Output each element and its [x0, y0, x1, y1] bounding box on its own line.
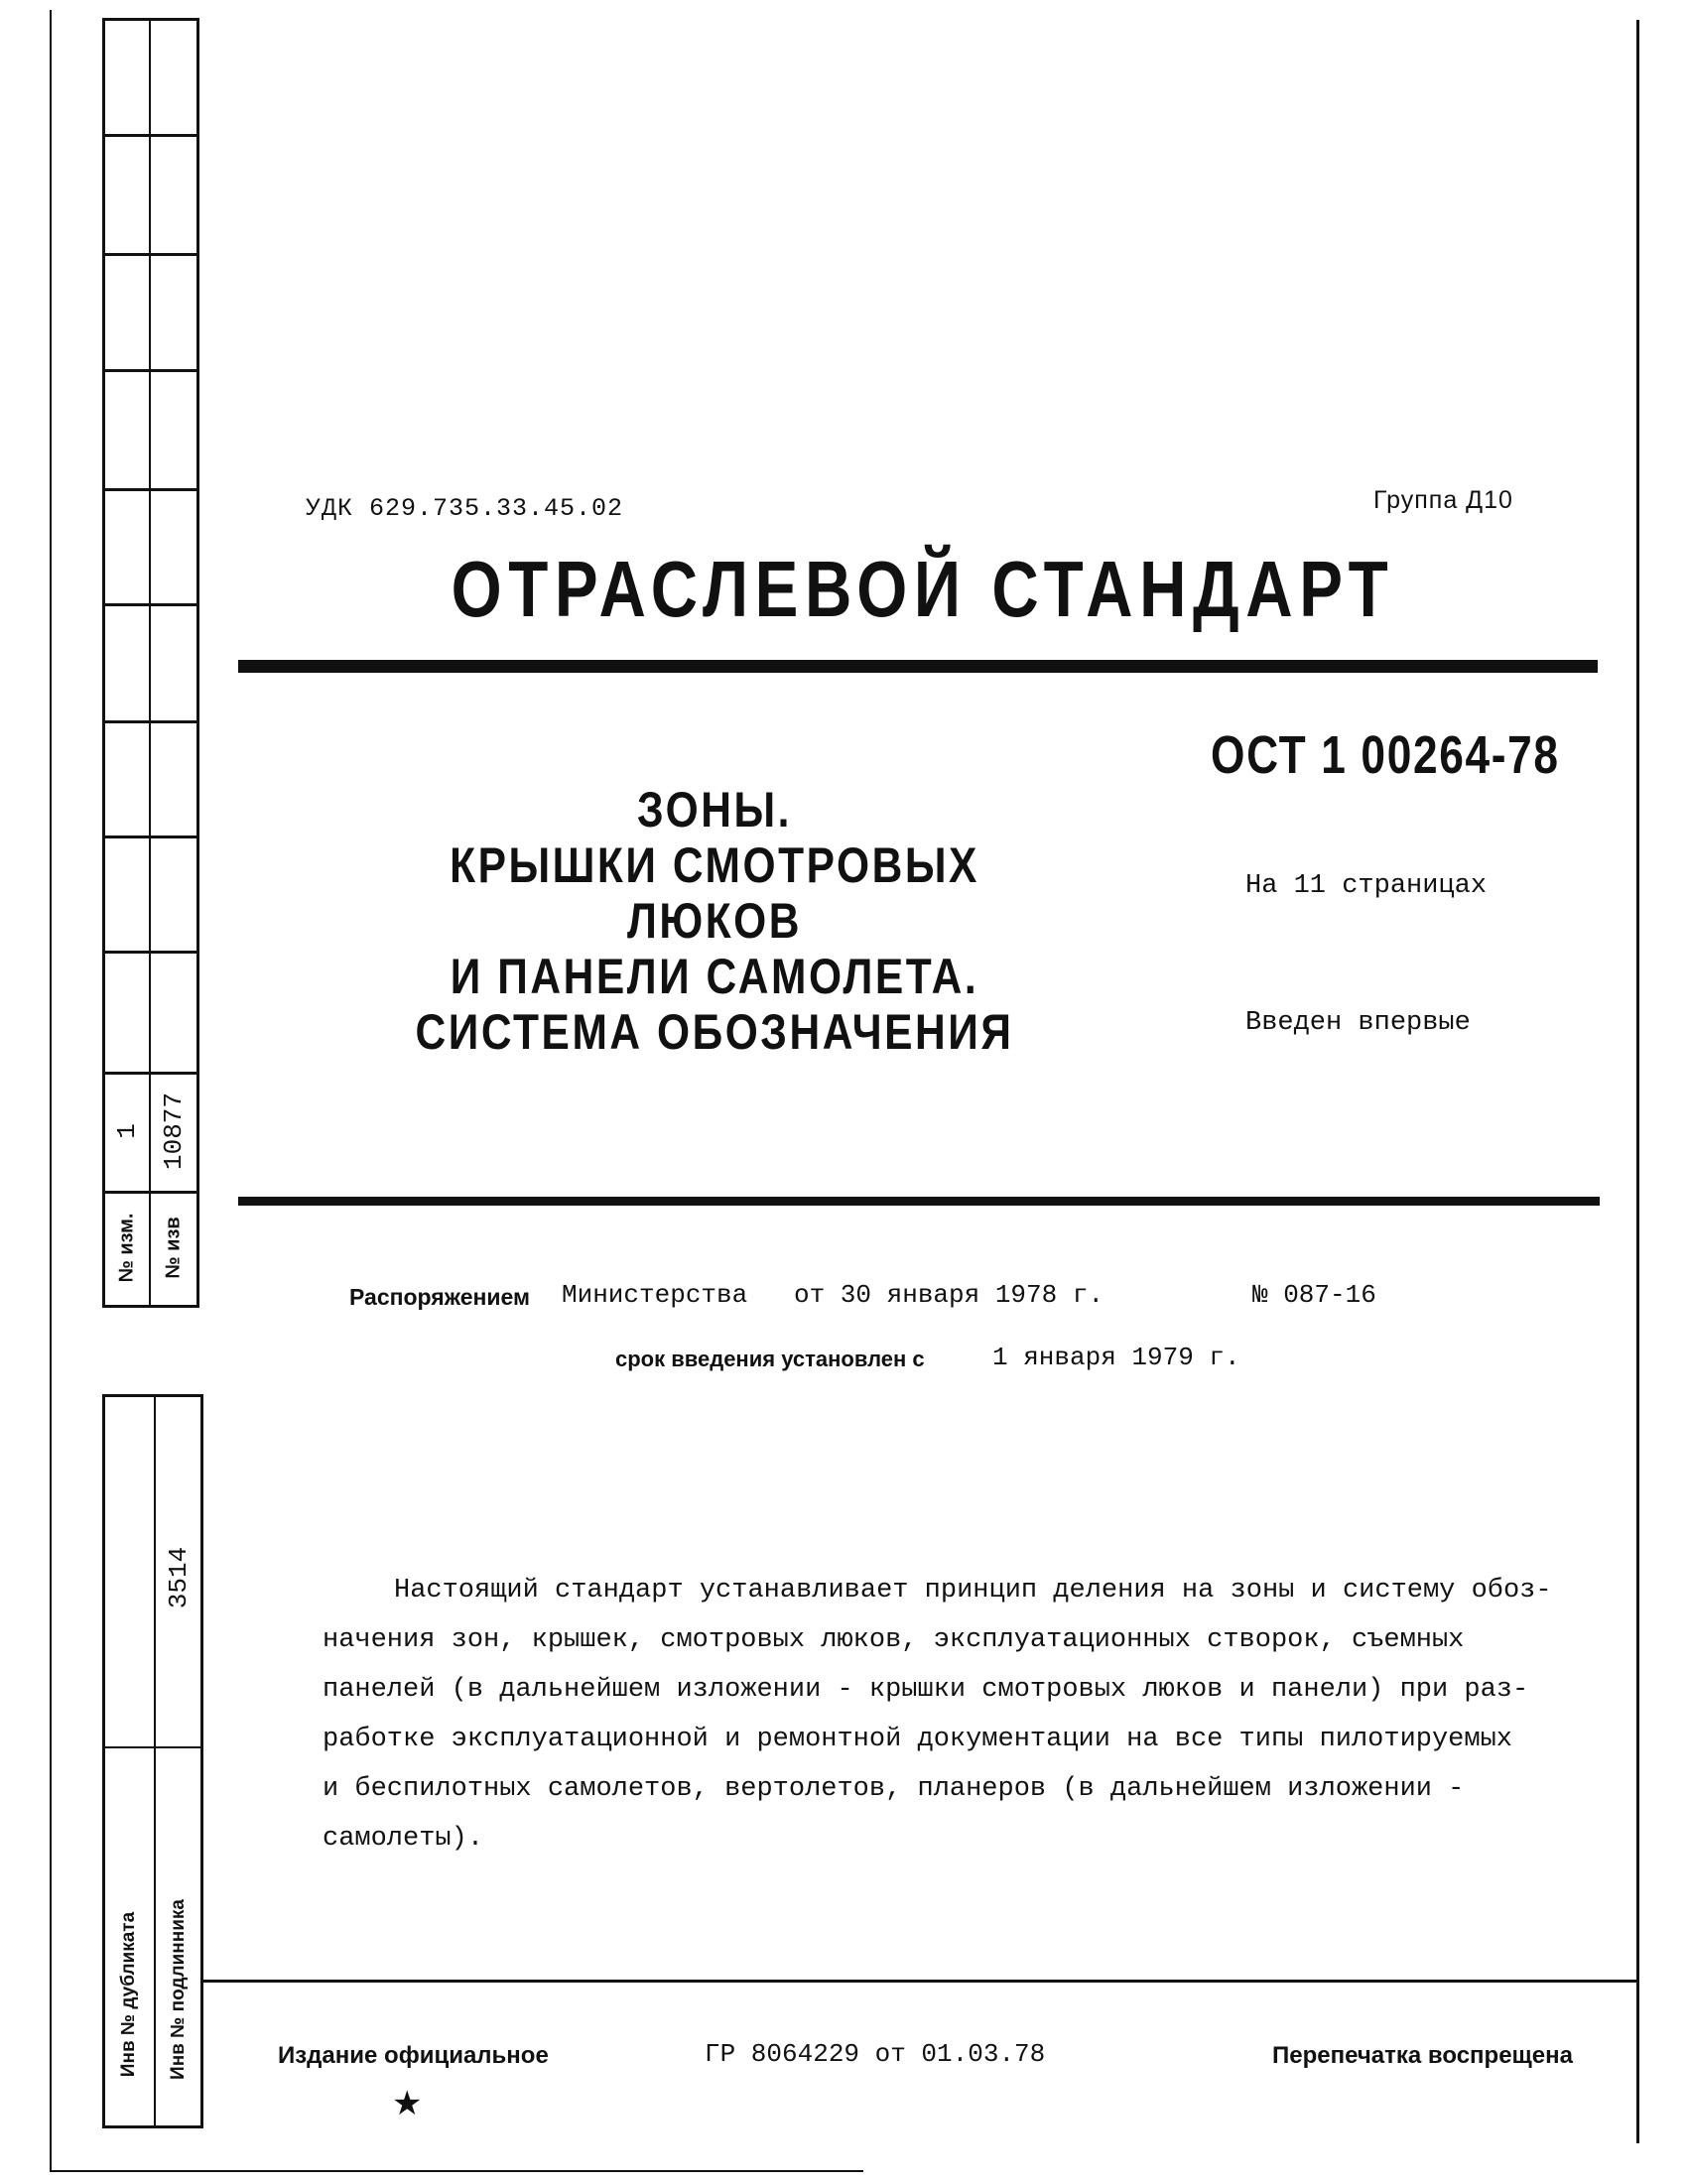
order-issuer: Министерства	[562, 1280, 748, 1310]
orig-inv-label-cell	[156, 1856, 201, 2123]
order-date: от 30 января 1978 г.	[794, 1280, 1104, 1310]
title-rule-top	[238, 660, 1598, 673]
margin-lower-row-line	[102, 1746, 203, 1748]
change-no-label: № изм.	[115, 1213, 138, 1283]
subject-line: КРЫШКИ СМОТРОВЫХ ЛЮКОВ	[450, 837, 979, 949]
margin-row-line	[102, 253, 199, 256]
edition-note: Издание официальное	[278, 2042, 549, 2069]
star-icon: ★	[392, 2085, 423, 2122]
frame-left-outer-line	[50, 10, 52, 2171]
paragraph-line: работке эксплуатационной и ремонтной документации на все типы пилотируемых	[323, 1725, 1512, 1754]
margin-row-line	[102, 369, 199, 372]
frame-right-line	[1636, 20, 1639, 2143]
orig-inv-value-cell	[156, 1409, 201, 1746]
change-no-value: 1	[111, 1123, 142, 1139]
paragraph-line: начения зон, крышек, смотровых люков, эксплуатационных створок, съемных	[323, 1625, 1465, 1655]
standard-number: ОСТ 1 00264-78	[1211, 725, 1560, 785]
paragraph-line: и беспилотных самолетов, вертолетов, планеров (в дальнейшем изложении -	[323, 1774, 1465, 1804]
standard-subject	[394, 782, 1035, 1060]
frame-bottom-line	[50, 2170, 863, 2172]
notice-no-value-cell	[151, 1072, 196, 1191]
udk-code: УДК 629.735.33.45.02	[306, 494, 624, 523]
subject-line: ЗОНЫ.	[636, 782, 792, 837]
introduced-note: Введен впервые	[1245, 1008, 1471, 1038]
scope-paragraph	[323, 1566, 1552, 1863]
orig-inv-label: Инв № подлинника	[168, 1899, 189, 2080]
deadline-date: 1 января 1979 г.	[992, 1343, 1240, 1372]
deadline-label: срок введения установлен с	[615, 1347, 925, 1371]
notice-no-value: 10877	[159, 1092, 190, 1171]
change-no-label-cell	[105, 1191, 149, 1305]
page-title: ОТРАСЛЕВОЙ СТАНДАРТ	[451, 545, 1395, 633]
paragraph-line: панелей (в дальнейшем изложении - крышки смотровых люков и панели) при раз-	[323, 1675, 1529, 1705]
orig-inv-value: 3514	[164, 1546, 195, 1609]
notice-no-label: № изв	[162, 1217, 185, 1279]
margin-row-line	[102, 603, 199, 606]
footer-rule	[203, 1980, 1639, 1983]
registration-note: ГР 8064229 от 01.03.78	[705, 2039, 1046, 2069]
margin-row-line	[102, 134, 199, 137]
group-code: Группа Д10	[1373, 486, 1513, 514]
margin-row-line	[102, 488, 199, 491]
margin-row-line	[102, 835, 199, 838]
order-number: № 087-16	[1252, 1280, 1376, 1310]
title-rule-bottom	[238, 1197, 1600, 1206]
paragraph-line: Настоящий стандарт устанавливает принцип деления на зоны и систему обоз-	[394, 1576, 1552, 1606]
subject-line: И ПАНЕЛИ САМОЛЕТА.	[450, 949, 979, 1004]
page-count: На 11 страницах	[1245, 871, 1488, 901]
dup-inv-label-cell	[105, 1865, 153, 2123]
margin-row-line	[102, 720, 199, 723]
change-no-value-cell	[105, 1072, 149, 1191]
order-label: Распоряжением	[349, 1284, 531, 1310]
paragraph-line: самолеты).	[323, 1824, 484, 1854]
reprint-note: Перепечатка воспрещена	[1272, 2042, 1573, 2069]
margin-row-line	[102, 951, 199, 954]
dup-inv-label: Инв № дубликата	[118, 1911, 139, 2078]
subject-line: СИСТЕМА ОБОЗНАЧЕНИЯ	[415, 1004, 1014, 1060]
notice-no-label-cell	[151, 1191, 196, 1305]
